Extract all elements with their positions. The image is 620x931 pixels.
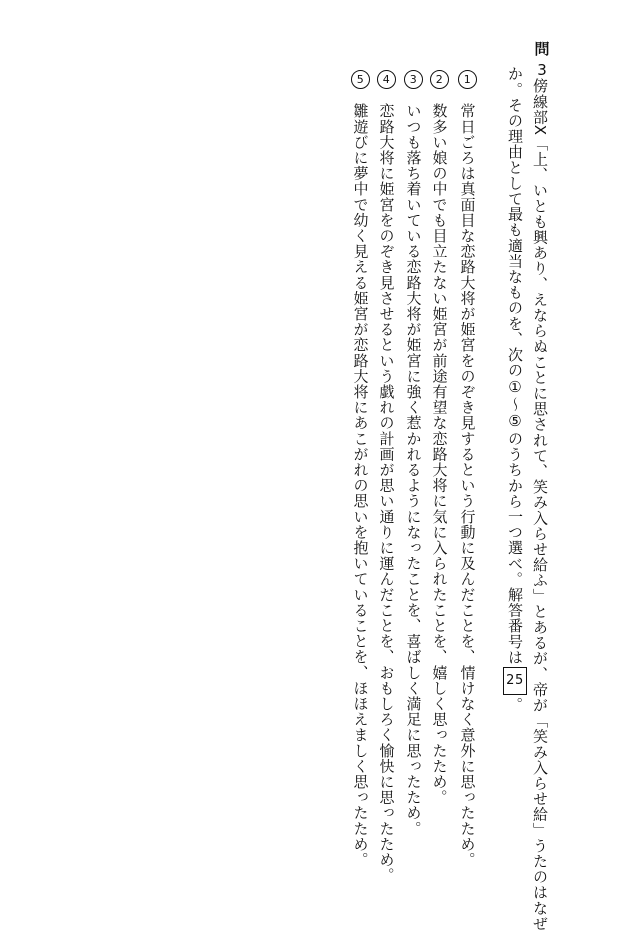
question-number — [532, 38, 552, 79]
question-stem-line2-end: 。 — [506, 696, 524, 713]
answer-number-box: 25 — [503, 667, 527, 695]
option-4-mark: 4 — [377, 70, 396, 89]
option-1-text: 常日ごろは真面目な恋路大将が姫宮をのぞき見するという行動に及んだことを、情けなく意外に思ったため。 — [458, 103, 477, 868]
option-5-text: 雛遊びに夢中で幼く見える姫宮が恋路大将にあこがれの思いを抱いていることを、ほほえましく思ったため。 — [351, 103, 370, 868]
option-2-text: 数多い娘の中でも目立たない姫宮が前途有望な恋路大将に気に入られたことを、嬉しく思ったため。 — [430, 103, 449, 805]
option-1-mark: 1 — [458, 70, 477, 89]
question-stem-line2 — [503, 66, 527, 712]
option-5[interactable] — [351, 70, 370, 867]
option-1[interactable] — [458, 70, 477, 867]
option-3[interactable] — [404, 70, 423, 836]
option-4-text: 恋路大将に姫宮をのぞき見させるという戯れの計画が思い通りに運んだことを、おもしろく愉快に思ったため。 — [377, 103, 396, 883]
option-5-mark: 5 — [351, 70, 370, 89]
option-2[interactable] — [430, 70, 449, 805]
question-stem-line1: 傍線部X「上、いとも興あり、えならぬことに思されて、笑み入らせ給ふ」とあるが、帝が「笑み入らせ給」うたのはなぜ — [531, 78, 549, 931]
question-label: 問 — [534, 40, 550, 58]
option-3-mark: 3 — [404, 70, 423, 89]
option-2-mark: 2 — [430, 70, 449, 89]
option-4[interactable] — [377, 70, 396, 883]
question-number-digit: 3 — [537, 61, 547, 79]
question-stem-line2-text: か。その理由として最も適当なものを、次の①～⑤のうちから一つ選べ。解答番号は — [506, 66, 524, 665]
option-3-text: いつも落ち着いている恋路大将が姫宮に強く惹かれるようになったことを、喜ばしく満足に思ったため。 — [404, 103, 423, 837]
